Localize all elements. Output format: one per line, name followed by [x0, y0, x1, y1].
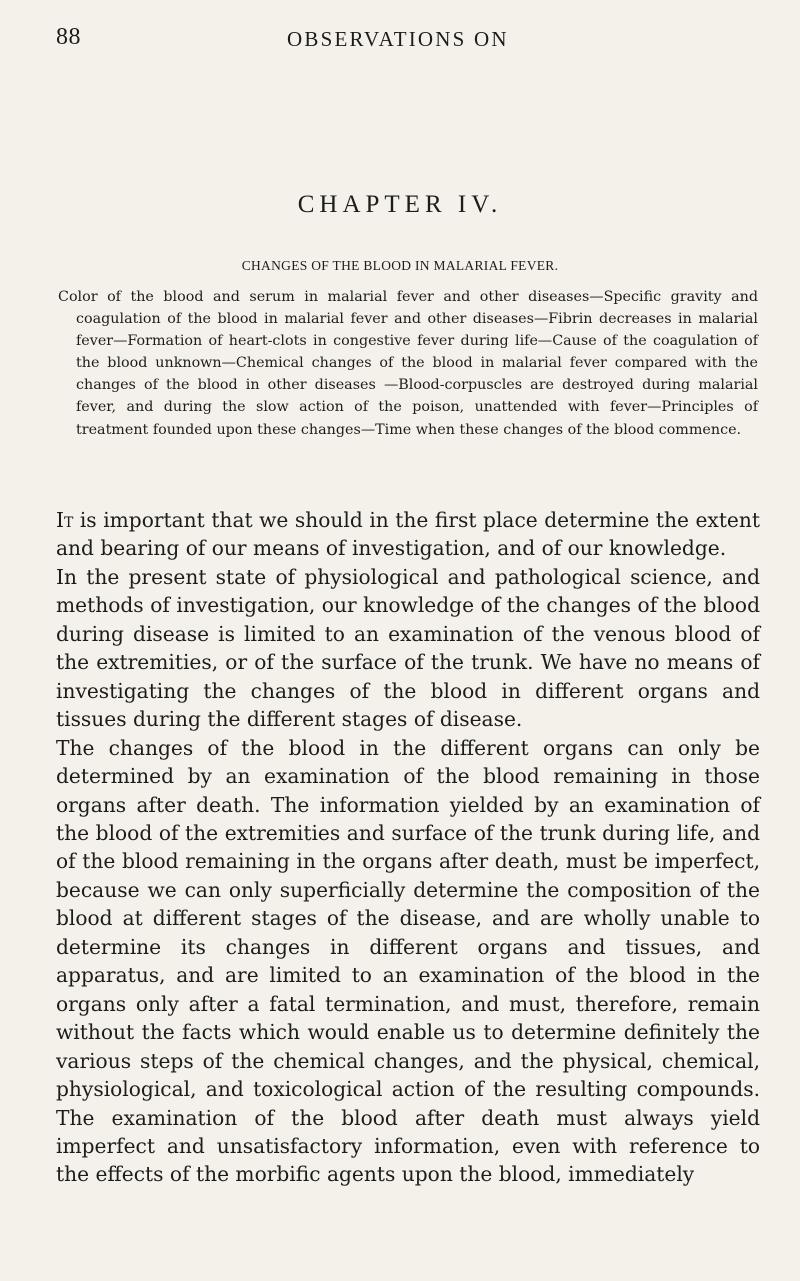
- paragraph-2: [56, 563, 760, 734]
- paragraph-1-text: is important that we should in the first place determine the extent and bearing of our means of investigation, and of our knowledge.: [56, 508, 760, 561]
- paragraph-2-text: In the present state of physiological and pathological science, and methods of investigation, our knowledge of the changes of the blood during disease is limited to an examination of the venous blood of the extremities, or of the surface of the trunk. We have no means of investigating the changes of the blood in different organs and tissues during the different stages of disease.: [56, 564, 760, 732]
- paragraph-3: [56, 734, 760, 1189]
- paragraph-1-lead: It: [56, 508, 74, 532]
- page-number: 88: [56, 24, 81, 50]
- chapter-subtitle: CHANGES OF THE BLOOD IN MALARIAL FEVER.: [241, 258, 559, 273]
- paragraph-1: [56, 506, 760, 563]
- chapter-summary: [58, 286, 758, 441]
- chapter-title: CHAPTER IV.: [297, 191, 503, 218]
- paragraph-3-text: The changes of the blood in the different organs can only be determined by an examination of the blood remaining in those organs after death. The information yielded by an examination of the blood of the extremities and surface of the trunk during life, and of the blood remaining in the organs after death, must be imperfect, because we can only superficially determine the composition of the blood at different stages of the disease, and are wholly unable to determine its changes in different organs and tissues, and apparatus, and are limited to an examination of the blood in the organs only after a fatal termination, and must, therefore, remain without the facts which would enable us to determine definitely the various steps of the chemical changes, and the physical, chemical, physiological, and toxicological action of the resulting compounds. The examination of the blood after death must always yield imperfect and unsatisfactory information, even with reference to the effects of the morbific agents upon the blood, immediately: [56, 735, 760, 1187]
- running-head: OBSERVATIONS ON: [287, 27, 509, 51]
- chapter-summary-text: Color of the blood and serum in malarial fever and other diseases—Specific gravity and coagulation of the blood in malarial fever and other diseases—Fibrin decreases in malarial fever—Formation of heart-clots in congestive fever during life—Cause of the coagulation of the blood unknown—Chemical changes of the blood in malarial fever compared with the changes of the blood in other diseases —Blood-corpuscles are destroyed during malarial fever, and during the slow action of the poison, unattended with fever—Principles of treatment founded upon these changes—Time when these changes of the blood commence.: [58, 289, 758, 438]
- body-text: [56, 506, 760, 1189]
